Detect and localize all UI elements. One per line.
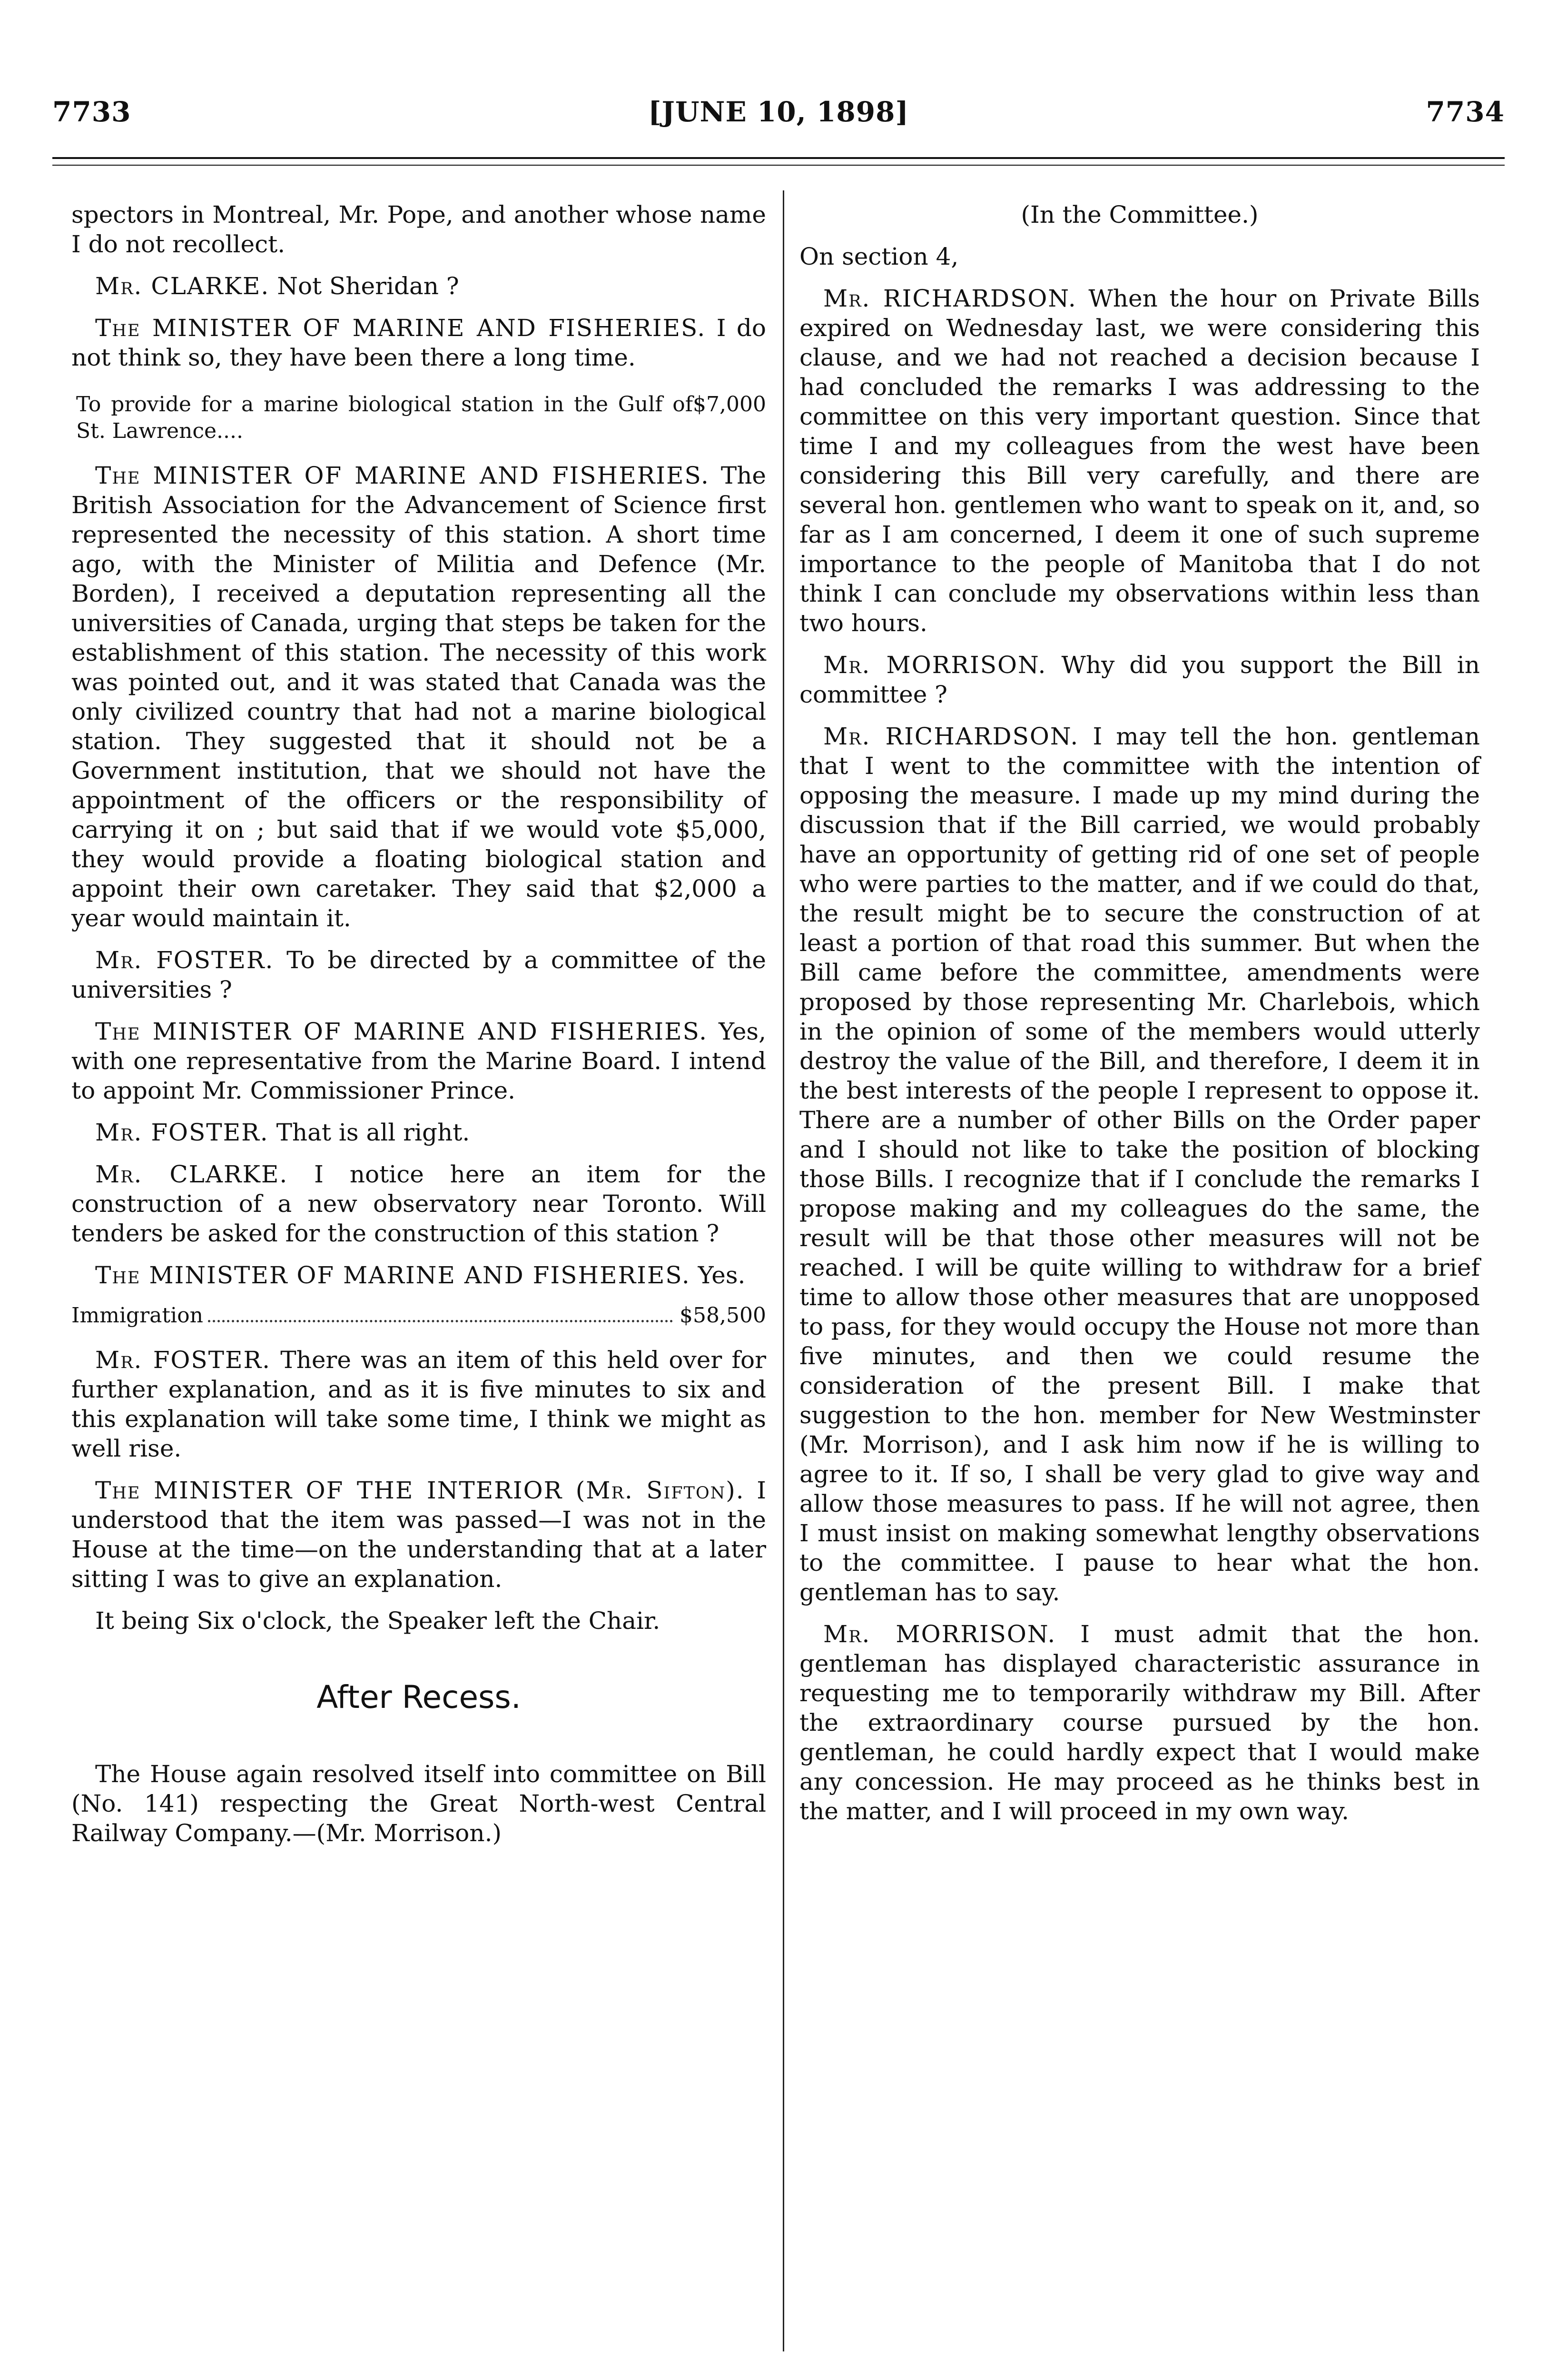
speaker-name: Mr. FOSTER. (95, 1346, 271, 1374)
estimate-item-text: To provide for a marine biological station in the Gulf of St. Lawrence.... (76, 392, 693, 443)
speaker-name: Mr. MORRISON. (823, 1620, 1056, 1648)
page-header (52, 90, 1505, 133)
speaker-name: The MINISTER OF MARINE AND FISHERIES. (95, 462, 710, 489)
speech (71, 313, 766, 372)
speaker-name: The MINISTER OF MARINE AND FISHERIES. (95, 1018, 708, 1045)
speech (71, 1476, 766, 1594)
header-date: [JUNE 10, 1898] (648, 96, 909, 128)
procedural-note: It being Six o'clock, the Speaker left the Chair. (95, 1607, 660, 1635)
page-number-right: 7734 (1426, 96, 1505, 128)
page-number-left: 7733 (52, 96, 131, 128)
right-column (799, 200, 1480, 1838)
speaker-name: Mr. CLARKE. (95, 1160, 288, 1188)
estimate-item-amount: $7,000 (693, 392, 766, 416)
speech (71, 1017, 766, 1105)
estimate-item-amount: $58,500 (680, 1303, 766, 1328)
speech (71, 271, 766, 301)
speaker-name: Mr. FOSTER. (95, 1119, 269, 1146)
speaker-name: The MINISTER OF MARINE AND FISHERIES. (95, 314, 706, 342)
speech-text: I do not think so, they have been there a long time. (71, 314, 766, 371)
speech-text: When the hour on Private Bills expired on Wednesday last, we were considering this clause, and we had not reached a decision because I had concluded the remarks I was addressing to the committee on this very important question. Since that time I and my colleagues from the west have been considering this Bill very carefully, and there are several hon. gentlemen who want to speak on it, and, so far as I am concerned, I deem it one of such supreme importance to the people of Manitoba that I do not think I can conclude my observations within less than two hours. (799, 285, 1480, 637)
speech (71, 1160, 766, 1248)
header-rule-thin (52, 165, 1505, 166)
speech (71, 461, 766, 933)
section-note: On section 4, (799, 243, 959, 270)
speech-text: Yes. (690, 1261, 746, 1289)
speech-text: Yes, with one representative from the Marine Board. I intend to appoint Mr. Commissioner Prince. (71, 1018, 766, 1104)
speech-text: Not Sheridan ? (269, 272, 459, 300)
speaker-name: Mr. RICHARDSON. (823, 285, 1077, 312)
speech-text: I understood that the item was passed—I was not in the House at the time—on the understanding that at a later sitting I was to give an explanation. (71, 1477, 766, 1593)
speech (71, 1260, 766, 1290)
speaker-name: Mr. CLARKE. (95, 272, 270, 300)
header-rule-thick (52, 157, 1505, 159)
speech (799, 284, 1480, 638)
speaker-name: Mr. RICHARDSON. (823, 723, 1079, 750)
speech-text: I notice here an item for the construction of a new observatory near Toronto. Will tenders be asked for the construction of this station ? (71, 1160, 767, 1247)
speech-text: The British Association for the Advancement of Science first represented the necessity of this station. A short time ago, with the Minister of Militia and Defence (Mr. Borden), I received a deputation representing all the universities of Canada, urging that steps be taken for the establishment of this station. The necessity of this work was pointed out, and it was stated that Canada was the only civilized country that had not a marine biological station. They suggested that it should not be a Government institution, that we should not have the appointment of the officers or the responsibility of carrying it on ; but said that if we would vote $5,000, they would provide a floating biological station and appoint their own caretaker. They said that $2,000 a year would maintain it. (71, 462, 766, 932)
speech (71, 1345, 766, 1463)
leader-dots (208, 1302, 673, 1322)
speaker-name: The MINISTER OF THE INTERIOR (Mr. Sifton). (95, 1477, 745, 1504)
speech-text: There was an item of this held over for further explanation, and as it is five minutes to six and this explanation will take some time, I think we might as well rise. (71, 1346, 766, 1462)
speech-text: Why did you support the Bill in committee ? (799, 651, 1480, 708)
paragraph: spectors in Montreal, Mr. Pope, and another whose name I do not recollect. (71, 201, 766, 258)
speech (71, 1118, 766, 1147)
speech-text: That is all right. (268, 1119, 470, 1146)
speaker-name: Mr. FOSTER. (95, 946, 274, 974)
estimate-item (71, 391, 766, 445)
left-column (71, 200, 766, 1860)
speech-text: I may tell the hon. gentleman that I went to the committee with the intention of opposing the measure. I made up my mind during the discussion that if the Bill carried, we would probably have an opportunity of getting rid of one set of people who were parties to the matter, and if we could do that, the result might be to secure the construction of at least a portion of that road this summer. But when the Bill came before the committee, amendments were proposed by those representing Mr. Charlebois, which in the opinion of some of the members would utterly destroy the value of the Bill, and therefore, I deem it in the best interests of the people I represent to oppose it. There are a number of other Bills on the Order paper and I should not like to take the position of blocking those Bills. I recognize that if I conclude the remarks I propose making and my colleagues do the same, the result will be that those other measures will not be reached. I will be quite willing to withdraw for a brief time to allow those other measures that are unopposed to pass, for they would occupy the House not more than five minutes, and then we could resume the consideration of the present Bill. I make that suggestion to the hon. member for New Westminster (Mr. Morrison), and I ask him now if he is willing to agree to it. If so, I shall be very glad to give way and allow those measures to pass. If he will not agree, then I must insist on making somewhat lengthy observations to the committee. I pause to hear what the hon. gentleman has to say. (799, 723, 1480, 1606)
committee-heading: (In the Committee.) (1021, 201, 1259, 228)
estimate-item-text: Immigration (71, 1303, 203, 1328)
speaker-name: Mr. MORRISON. (823, 651, 1047, 679)
speaker-name: The MINISTER OF MARINE AND FISHERIES. (95, 1261, 690, 1289)
speech (799, 1619, 1480, 1826)
section-heading: After Recess. (316, 1679, 521, 1716)
speech-text: I must admit that the hon. gentleman has displayed characteristic assurance in requesting me to temporarily withdraw my Bill. After the extraordinary course pursued by the hon. gentleman, he could hardly expect that I would make any concession. He may proceed as he thinks best in the matter, and I will proceed in my own way. (799, 1620, 1480, 1825)
speech-text: To be directed by a committee of the universities ? (71, 946, 766, 1003)
procedural-note: The House again resolved itself into committee on Bill (No. 141) respecting the Great North-west Central Railway Company.—(Mr. Morrison.) (71, 1760, 766, 1847)
speech (799, 650, 1480, 709)
speech (799, 722, 1480, 1607)
column-divider (783, 190, 784, 2351)
speech (71, 945, 766, 1004)
estimate-item (71, 1302, 766, 1329)
